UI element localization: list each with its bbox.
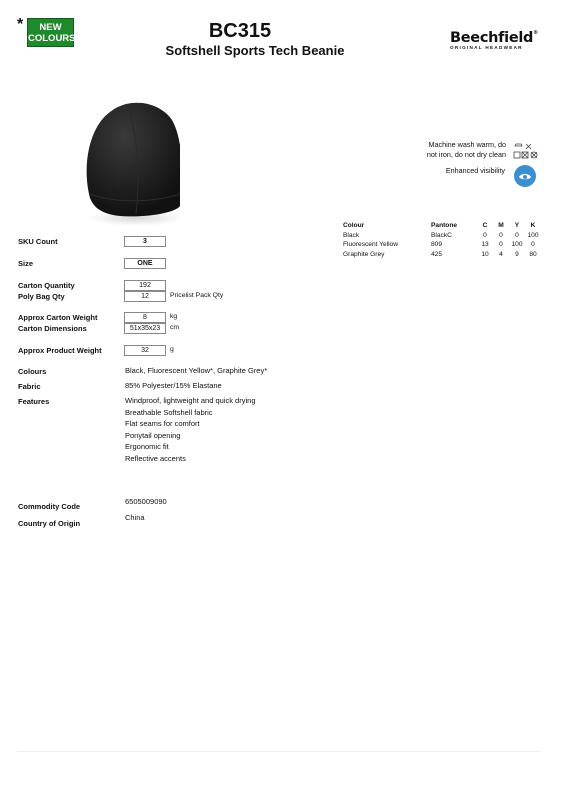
cell-y: 9 — [515, 250, 519, 258]
size-value: ONE — [124, 258, 166, 269]
commodity-code-value: 6505009090 — [125, 497, 167, 506]
beanie-product-image — [80, 98, 180, 230]
cell-k: 100 — [527, 231, 539, 239]
carton-weight-value: 8 — [124, 312, 166, 323]
list-item: Windproof, lightweight and quick drying — [125, 396, 256, 405]
cell-c: 0 — [483, 231, 487, 239]
list-item: Reflective accents — [125, 453, 186, 463]
cell-y: 100 — [511, 241, 523, 248]
visibility-label: Enhanced visibility — [445, 166, 505, 175]
fabric-label: Fabric — [18, 382, 41, 391]
col-c: C — [482, 222, 488, 229]
brand-tagline: ORIGINAL HEADWEAR — [450, 45, 523, 50]
country-of-origin-label: Country of Origin — [18, 519, 81, 528]
cell-m: 0 — [499, 241, 503, 248]
cell-c: 13 — [481, 241, 489, 248]
sku-count-value: 3 — [124, 236, 166, 247]
carton-dimensions-value: 51x35x23 — [124, 323, 166, 334]
care-symbols-icon — [512, 142, 538, 160]
colours-value: Black, Fluorescent Yellow*, Graphite Grey* — [125, 366, 268, 375]
cell-colour: Fluorescent Yellow — [343, 241, 398, 248]
carton-dimensions-unit: cm — [170, 324, 180, 331]
new-colours-asterisk: * — [17, 16, 24, 33]
cell-k: 0 — [531, 241, 535, 248]
carton-weight-unit: kg — [170, 313, 178, 320]
enhanced-visibility-icon — [513, 164, 537, 188]
product-name: Softshell Sports Tech Beanie — [165, 43, 345, 58]
col-m: M — [498, 222, 504, 229]
table-row — [343, 250, 541, 260]
list-item: Ergonomic fit — [125, 442, 169, 451]
new-colours-badge — [27, 18, 74, 47]
colour-table — [343, 221, 541, 259]
cell-k: 80 — [529, 250, 537, 258]
cell-m: 4 — [499, 250, 503, 258]
colours-label: Colours — [18, 367, 47, 376]
list-item: Ponytail opening — [125, 430, 181, 440]
poly-bag-label: Poly Bag Qty — [18, 292, 65, 301]
footer-divider — [17, 751, 540, 752]
colour-table-header — [343, 221, 541, 231]
cell-pantone: 425 — [431, 250, 443, 258]
brand-name: Beechfield — [450, 30, 534, 46]
cell-pantone: 809 — [431, 241, 443, 248]
col-colour: Colour — [343, 222, 365, 229]
carton-quantity-value: 192 — [124, 280, 166, 291]
features-list — [125, 395, 256, 464]
cell-m: 0 — [499, 231, 503, 239]
cell-pantone: BlackC — [431, 231, 452, 239]
col-k: K — [530, 222, 536, 229]
care-instructions — [400, 140, 506, 159]
col-y: Y — [514, 222, 520, 229]
badge-line-2: COLOURS — [28, 33, 76, 44]
country-of-origin-value: China — [125, 513, 145, 522]
product-weight-value: 32 — [124, 345, 166, 356]
col-pantone: Pantone — [431, 222, 458, 229]
cell-y: 0 — [515, 231, 519, 239]
brand-reg: ® — [533, 30, 538, 36]
brand-logo — [450, 30, 540, 50]
list-item: Flat seams for comfort — [125, 419, 200, 428]
product-weight-unit: g — [170, 346, 174, 353]
cell-c: 10 — [481, 250, 489, 258]
cell-colour: Black — [343, 231, 360, 239]
carton-weight-label: Approx Carton Weight — [18, 313, 98, 322]
cell-colour: Graphite Grey — [343, 250, 385, 258]
commodity-code-label: Commodity Code — [18, 502, 81, 511]
sku-count-label: SKU Count — [18, 237, 58, 246]
product-weight-label: Approx Product Weight — [18, 346, 102, 355]
poly-bag-note: Pricelist Pack Qty — [170, 292, 224, 299]
badge-line-1: NEW — [39, 22, 62, 33]
table-row — [343, 240, 541, 250]
care-line-2: not iron, do not dry clean — [426, 149, 506, 159]
poly-bag-value: 12 — [124, 291, 166, 302]
carton-quantity-label: Carton Quantity — [18, 281, 75, 290]
fabric-value: 85% Polyester/15% Elastane — [125, 381, 222, 390]
product-code: BC315 — [208, 20, 272, 42]
table-row — [343, 231, 541, 241]
size-label: Size — [18, 259, 34, 268]
list-item: Breathable Softshell fabric — [125, 407, 213, 417]
features-label: Features — [18, 397, 50, 406]
carton-dimensions-label: Carton Dimensions — [18, 324, 87, 333]
care-line-1: Machine wash warm, do — [428, 140, 506, 149]
